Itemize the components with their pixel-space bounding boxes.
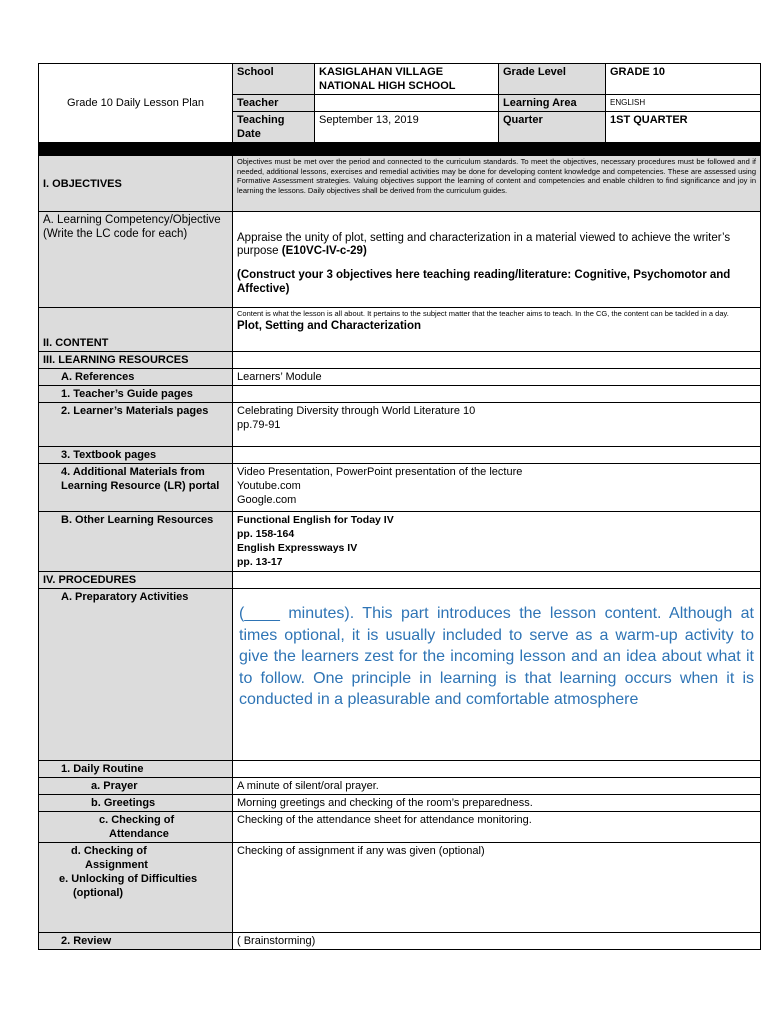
assign-value: Checking of assignment if any was given (optional) — [233, 843, 761, 933]
content-cell — [233, 308, 761, 352]
greet-label: b. Greetings — [39, 795, 233, 812]
other-value: Functional English for Today IV pp. 158-164 English Expressways IV pp. 13-17 — [233, 512, 761, 572]
area-value: ENGLISH — [606, 95, 761, 112]
greet-value: Morning greetings and checking of the room’s preparedness. — [233, 795, 761, 812]
quarter-label: Quarter — [499, 112, 606, 143]
section-divider — [39, 143, 761, 156]
grade-value: GRADE 10 — [606, 64, 761, 95]
routine-label: 1. Daily Routine — [39, 761, 233, 778]
teacher-label: Teacher — [233, 95, 315, 112]
assign-label: d. Checking of Assignment e. Unlocking of Difficulties (optional) — [39, 843, 233, 933]
review-label: 2. Review — [39, 933, 233, 950]
school-label: School — [233, 64, 315, 95]
lc-cell — [233, 212, 761, 308]
grade-label: Grade Level — [499, 64, 606, 95]
add-label: 4. Additional Materials from Learning Resource (LR) portal — [39, 464, 233, 512]
review-value: ( Brainstorming) — [233, 933, 761, 950]
procedures-label: IV. PROCEDURES — [39, 572, 233, 589]
prep-label: A. Preparatory Activities — [39, 589, 233, 761]
tb-label: 3. Textbook pages — [39, 447, 233, 464]
quarter-value: 1ST QUARTER — [606, 112, 761, 143]
content-value: Plot, Setting and Characterization — [237, 319, 422, 332]
tg-label: 1. Teacher’s Guide pages — [39, 386, 233, 403]
prep-text: (____ minutes). This part introduces the lesson content. Although at times optional, it is usually included to serve as a warm-up activity to give the learners zest for the incoming lesson and an idea about what it to follow. One principle in learning is that learning occurs when it is conducted in a pleasurable and comfortable atmosphere — [233, 589, 761, 761]
lc-text: Appraise the unity of plot, setting and characterization in a material viewed to achieve the writer’s purpose — [237, 232, 731, 257]
lm-value: Celebrating Diversity through World Literature 10 pp.79-91 — [233, 403, 761, 447]
teacher-value — [315, 95, 499, 112]
att-label: c. Checking of Attendance — [39, 812, 233, 843]
content-note: Content is what the lesson is all about. It pertains to the subject matter that the teacher aims to teach. In the CG, the content can be tackled in a day. — [237, 309, 729, 318]
date-value: September 13, 2019 — [315, 112, 499, 143]
lm-label: 2. Learner’s Materials pages — [39, 403, 233, 447]
prayer-value: A minute of silent/oral prayer. — [233, 778, 761, 795]
other-label: B. Other Learning Resources — [39, 512, 233, 572]
school-value: KASIGLAHAN VILLAGE NATIONAL HIGH SCHOOL — [315, 64, 499, 95]
references-label: A. References — [39, 369, 233, 386]
objectives-note: Objectives must be met over the period and connected to the curriculum standards. To meet the objectives, necessary procedures must be followed and if needed, additional lessons, exercises and remedial activities may be done for developing content knowledge and competencies. These are assessed using Formative Assessment strategies. Valuing objectives support the learning of content and competencies and enable children to find significance and joy in learning the lessons. Daily objectives shall be derived from the curriculum guides. — [233, 156, 761, 212]
content-label: II. CONTENT — [39, 308, 233, 352]
add-value: Video Presentation, PowerPoint presentation of the lecture Youtube.com Google.com — [233, 464, 761, 512]
area-label: Learning Area — [499, 95, 606, 112]
lc-code: (E10VC-IV-c-29) — [281, 245, 367, 257]
resources-label: III. LEARNING RESOURCES — [39, 352, 233, 369]
lc-construct: (Construct your 3 objectives here teaching reading/literature: Cognitive, Psychomotor and Affective) — [237, 269, 731, 295]
references-value: Learners’ Module — [233, 369, 761, 386]
prayer-label: a. Prayer — [39, 778, 233, 795]
date-label: Teaching Date — [233, 112, 315, 143]
lesson-plan-document — [38, 63, 760, 950]
lc-label: A. Learning Competency/Objective (Write the LC code for each) — [39, 212, 233, 308]
plan-title: Grade 10 Daily Lesson Plan — [39, 64, 233, 143]
lesson-plan-table — [38, 63, 761, 950]
objectives-label: I. OBJECTIVES — [39, 156, 233, 212]
att-value: Checking of the attendance sheet for attendance monitoring. — [233, 812, 761, 843]
